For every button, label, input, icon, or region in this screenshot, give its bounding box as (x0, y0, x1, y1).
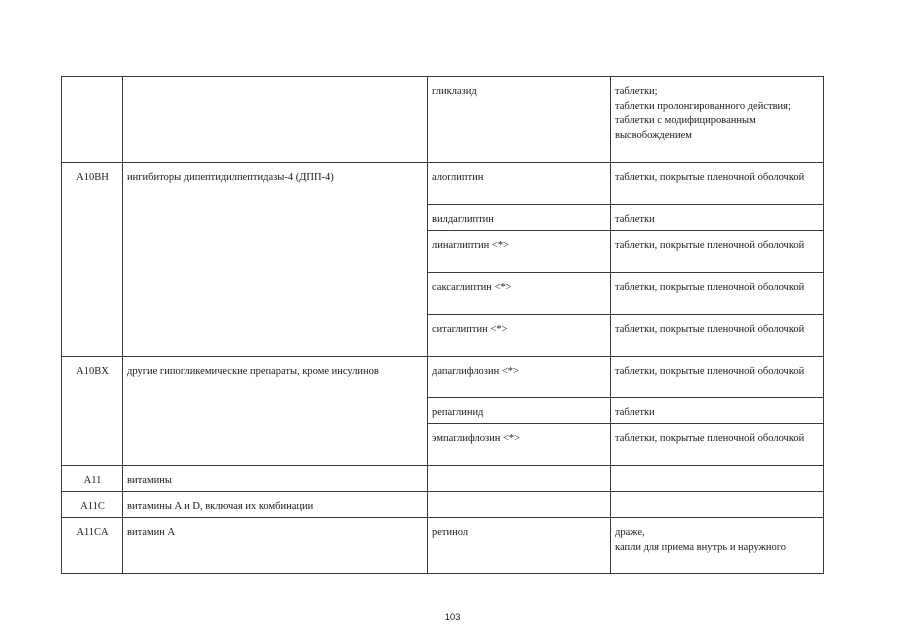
drug-name-cell: вилдаглиптин (428, 205, 611, 231)
drug-name-cell: гликлазид (428, 77, 611, 163)
group-name-cell: витамины (123, 466, 428, 492)
page-number: 103 (444, 612, 461, 623)
dosage-form-cell: таблетки, покрытые пленочной оболочкой (611, 163, 824, 205)
drug-name-cell (428, 466, 611, 492)
dosage-form-cell: таблетки, покрытые пленочной оболочкой (611, 231, 824, 273)
drug-name-cell: репаглинид (428, 398, 611, 424)
drug-name-cell: ситаглиптин <*> (428, 315, 611, 357)
drug-name-cell: алоглиптин (428, 163, 611, 205)
dosage-form-cell: таблетки (611, 398, 824, 424)
atc-code-cell (62, 77, 123, 163)
group-name-cell: ингибиторы дипептидилпептидазы-4 (ДПП-4) (123, 163, 428, 357)
group-name-cell: витамин A (123, 518, 428, 574)
dosage-form-cell: таблетки, покрытые пленочной оболочкой (611, 273, 824, 315)
group-name-cell: витамины A и D, включая их комбинации (123, 492, 428, 518)
dosage-form-cell: таблетки, покрытые пленочной оболочкой (611, 315, 824, 357)
drug-name-cell: саксаглиптин <*> (428, 273, 611, 315)
drug-name-cell: дапаглифлозин <*> (428, 357, 611, 398)
drug-name-cell: эмпаглифлозин <*> (428, 424, 611, 466)
dosage-form-cell: драже, капли для приема внутрь и наружного (611, 518, 824, 574)
dosage-form-cell: таблетки, покрытые пленочной оболочкой (611, 357, 824, 398)
table-row (62, 77, 824, 163)
group-name-cell: другие гипогликемические препараты, кроме инсулинов (123, 357, 428, 466)
drug-name-cell (428, 492, 611, 518)
dosage-form-cell (611, 466, 824, 492)
dosage-form-cell: таблетки, покрытые пленочной оболочкой (611, 424, 824, 466)
atc-code-cell: A11C (62, 492, 123, 518)
atc-code-cell: A11 (62, 466, 123, 492)
atc-code-cell: A10BX (62, 357, 123, 466)
dosage-form-cell (611, 492, 824, 518)
table-row (62, 466, 824, 492)
drug-name-cell: линаглиптин <*> (428, 231, 611, 273)
drug-name-cell: ретинол (428, 518, 611, 574)
dosage-form-cell: таблетки; таблетки пролонгированного действия; таблетки с модифицированным высвобождением (611, 77, 824, 163)
table-row (62, 518, 824, 574)
table-row (62, 163, 824, 205)
drug-table (61, 76, 824, 574)
group-name-cell (123, 77, 428, 163)
atc-code-cell: A10BH (62, 163, 123, 357)
table-row (62, 492, 824, 518)
table-row (62, 357, 824, 398)
dosage-form-cell: таблетки (611, 205, 824, 231)
atc-code-cell: A11CA (62, 518, 123, 574)
